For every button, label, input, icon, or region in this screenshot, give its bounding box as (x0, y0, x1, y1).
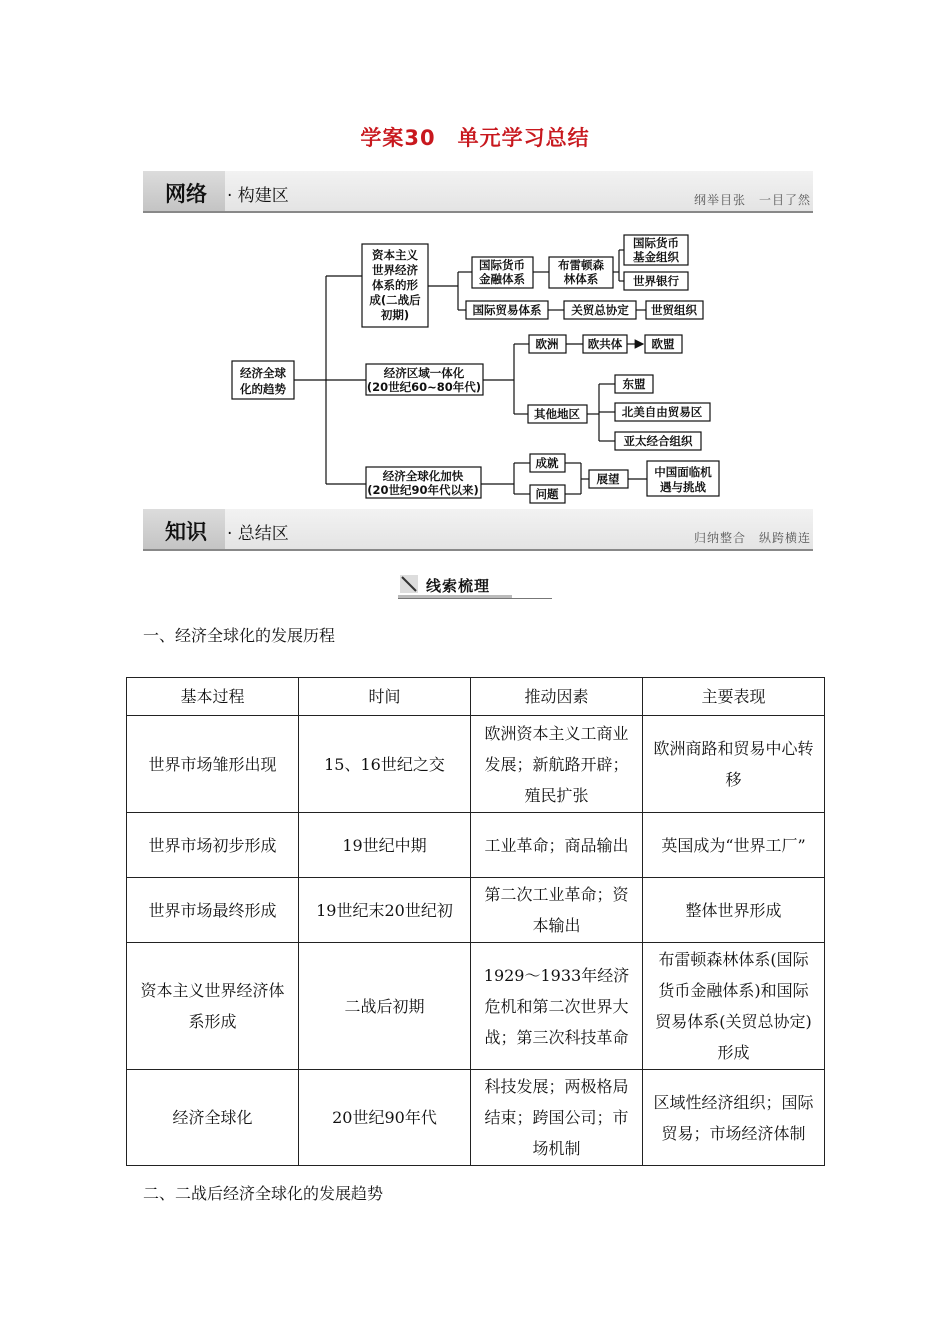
knowledge-diagram (0, 0, 950, 520)
svg-text:资本主义: 资本主义 (372, 248, 418, 262)
asean-label: 东盟 (622, 377, 646, 391)
svg-text:经济全球: 经济全球 (240, 366, 286, 380)
banner-slogan: 归纳整合 纵跨横连 (693, 531, 811, 545)
table-cell: 布雷顿森林体系(国际货币金融体系)和国际贸易体系(关贸总协定)形成 (643, 943, 825, 1070)
heading-two: 二、二战后经济全球化的发展趋势 (143, 1184, 384, 1203)
table-cell: 第二次工业革命；资本输出 (471, 878, 643, 943)
table-row (127, 943, 825, 1070)
outlook-label: 展望 (596, 472, 620, 486)
table-row (127, 1070, 825, 1166)
achievement-label: 成就 (535, 456, 559, 470)
branch2-line2: (20世纪60~80年代) (366, 380, 482, 394)
branch2-line1: 经济区域一体化 (383, 366, 465, 380)
table-cell: 19世纪末20世纪初 (299, 878, 471, 943)
svg-text:布雷顿森: 布雷顿森 (558, 258, 604, 272)
subsection-label: 线索梳理 (426, 577, 491, 595)
svg-text:基金组织: 基金组织 (633, 250, 679, 264)
table-row (127, 813, 825, 878)
heading-one: 一、经济全球化的发展历程 (143, 626, 336, 645)
table-cell: 经济全球化 (127, 1070, 299, 1166)
table-header-row (127, 678, 825, 716)
table-header: 基本过程 (127, 678, 299, 716)
diagonal-mark-icon (400, 575, 420, 595)
world-bank-label: 世界银行 (633, 274, 679, 288)
table-cell: 欧洲商路和贸易中心转移 (643, 716, 825, 813)
table-row (127, 716, 825, 813)
ec-label: 欧共体 (587, 337, 623, 351)
svg-text:林体系: 林体系 (563, 272, 599, 286)
china-line1: 中国面临机 (654, 465, 712, 479)
table-header: 时间 (299, 678, 471, 716)
svg-text:世界经济: 世界经济 (372, 263, 418, 277)
nafta-label: 北美自由贸易区 (621, 405, 703, 419)
page-title: 学案30 单元学习总结 (360, 126, 590, 150)
table-row (127, 878, 825, 943)
eu-label: 欧盟 (651, 337, 675, 351)
table-cell: 整体世界形成 (643, 878, 825, 943)
table-cell: 欧洲资本主义工商业发展；新航路开辟；殖民扩张 (471, 716, 643, 813)
svg-text:金融体系: 金融体系 (479, 272, 525, 286)
banner-main-label: 网络 (165, 182, 207, 206)
china-line2: 遇与挑战 (660, 480, 706, 494)
svg-text:国际货币: 国际货币 (479, 258, 525, 272)
table-cell: 世界市场雏形出现 (127, 716, 299, 813)
svg-text:体系的形: 体系的形 (372, 278, 418, 292)
banner-sub-label: · 构建区 (227, 186, 289, 206)
apec-label: 亚太经合组织 (623, 434, 693, 448)
table-cell: 区域性经济组织；国际贸易；市场经济体制 (643, 1070, 825, 1166)
section-banner-knowledge (143, 509, 813, 551)
table-cell: 世界市场初步形成 (127, 813, 299, 878)
branch3-line1: 经济全球化加快 (382, 469, 464, 483)
gatt-label: 关贸总协定 (571, 303, 629, 317)
banner-slogan: 纲举目张 一目了然 (693, 193, 811, 207)
banner-sub-label: · 总结区 (227, 524, 289, 544)
table-cell: 工业革命；商品输出 (471, 813, 643, 878)
table-header: 推动因素 (471, 678, 643, 716)
table-cell: 科技发展；两极格局结束；跨国公司；市场机制 (471, 1070, 643, 1166)
table-cell: 二战后初期 (299, 943, 471, 1070)
branch3-line2: (20世纪90年代以来) (367, 483, 479, 497)
table-cell: 19世纪中期 (299, 813, 471, 878)
europe-label: 欧洲 (535, 337, 559, 351)
problem-label: 问题 (535, 487, 559, 501)
wto-label: 世贸组织 (651, 303, 697, 317)
svg-text:初期): 初期) (380, 308, 410, 322)
banner-main-label: 知识 (165, 520, 207, 544)
svg-text:成(二战后: 成(二战后 (369, 293, 421, 307)
trade-system-label: 国际贸易体系 (472, 303, 542, 317)
table-cell: 英国成为“世界工厂” (643, 813, 825, 878)
table-cell: 1929～1933年经济危机和第二次世界大战；第三次科技革命 (471, 943, 643, 1070)
table-cell: 世界市场最终形成 (127, 878, 299, 943)
table-cell: 15、16世纪之交 (299, 716, 471, 813)
table-cell: 资本主义世界经济体系形成 (127, 943, 299, 1070)
svg-text:国际货币: 国际货币 (633, 236, 679, 250)
table-cell: 20世纪90年代 (299, 1070, 471, 1166)
svg-text:化的趋势: 化的趋势 (240, 382, 286, 396)
history-table (126, 677, 825, 1166)
other-regions-label: 其他地区 (534, 407, 580, 421)
subsection-title (398, 573, 552, 599)
table-header: 主要表现 (643, 678, 825, 716)
